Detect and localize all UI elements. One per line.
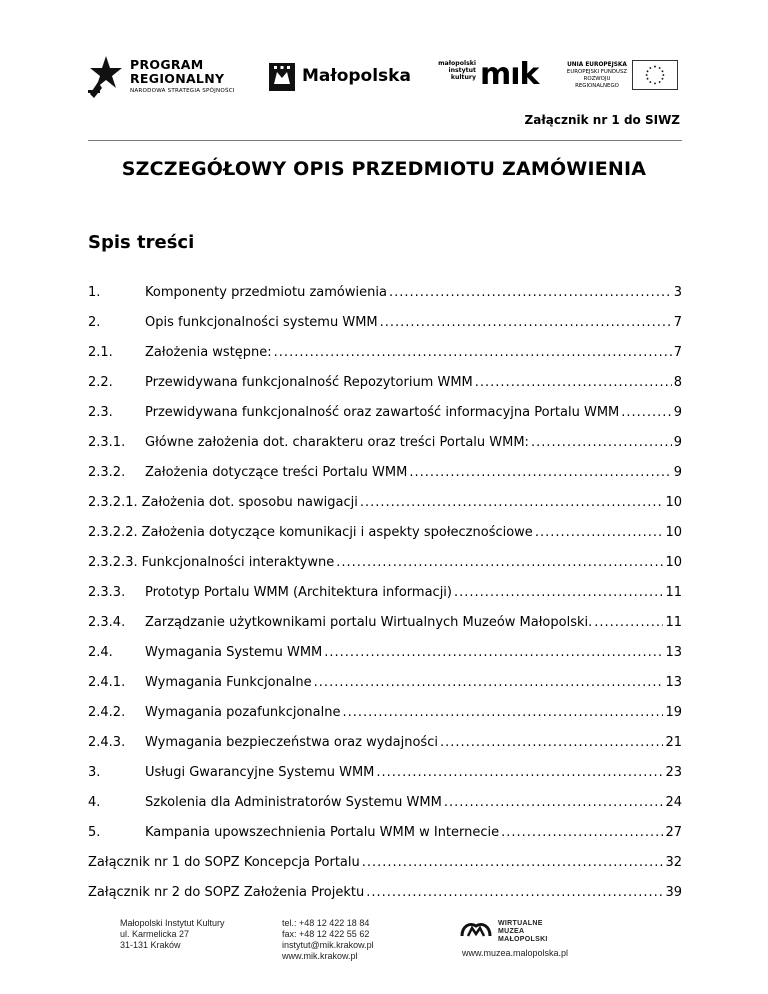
toc-entry[interactable] bbox=[88, 525, 682, 545]
program-star-icon bbox=[88, 54, 124, 100]
program-line2: REGIONALNY bbox=[130, 71, 225, 86]
toc-entry-label: Wymagania Systemu WMM bbox=[145, 645, 323, 660]
toc-entry-number: 2.4.3. bbox=[88, 735, 126, 750]
footer-wm bbox=[458, 918, 598, 958]
toc-entry-label: Prototyp Portalu WMM (Architektura informacji) bbox=[145, 585, 452, 600]
toc-entry[interactable] bbox=[88, 765, 682, 785]
toc-entry-page: 11 bbox=[665, 615, 682, 630]
toc-entry[interactable] bbox=[88, 675, 682, 695]
wm-line1: WIRTUALNE bbox=[498, 920, 543, 927]
toc-entry[interactable] bbox=[88, 555, 682, 575]
wm-logo-text bbox=[498, 920, 548, 944]
eu-logo bbox=[566, 58, 686, 98]
toc-entry-label: Założenia dotyczące treści Portalu WMM bbox=[145, 465, 408, 480]
toc-entry[interactable] bbox=[88, 855, 682, 875]
toc-entry-page: 13 bbox=[665, 645, 682, 660]
toc-leader-dots bbox=[376, 765, 663, 780]
footer bbox=[0, 918, 768, 978]
toc-entry-number: 1. bbox=[88, 285, 101, 300]
toc-entry-page: 9 bbox=[673, 405, 682, 420]
toc-entry-page: 21 bbox=[665, 735, 682, 750]
toc-entry[interactable] bbox=[88, 285, 682, 305]
mik-logo bbox=[434, 57, 539, 98]
toc-entry-number: 2.4.1. bbox=[88, 675, 126, 690]
toc-entry-number: 3. bbox=[88, 765, 101, 780]
mik-small-text bbox=[434, 60, 476, 82]
toc-leader-dots bbox=[389, 285, 672, 300]
toc-entry-label: Szkolenia dla Administratorów Systemu WMM bbox=[145, 795, 442, 810]
malopolska-name: Małopolska bbox=[302, 66, 411, 86]
toc-entry-label: Główne założenia dot. charakteru oraz treści Portalu WMM: bbox=[145, 435, 529, 450]
toc-entry[interactable] bbox=[88, 495, 682, 515]
toc-entry-label: Wymagania Funkcjonalne bbox=[145, 675, 312, 690]
toc-leader-dots bbox=[444, 795, 664, 810]
toc-entry[interactable] bbox=[88, 705, 682, 725]
toc-entry-label: Załącznik nr 2 do SOPZ Założenia Projektu bbox=[88, 885, 365, 900]
toc-entry[interactable] bbox=[88, 615, 682, 635]
toc-entry-label: Przewidywana funkcjonalność Repozytorium WMM bbox=[145, 375, 473, 390]
toc-entry-number: 2.3.4. bbox=[88, 615, 126, 630]
page-title: SZCZEGÓŁOWY OPIS PRZEDMIOTU ZAMÓWIENIA bbox=[121, 158, 647, 180]
toc-leader-dots bbox=[274, 345, 672, 360]
toc-leader-dots bbox=[380, 315, 672, 330]
toc-entry-number: 2.2. bbox=[88, 375, 113, 390]
footer-address-line: Małopolski Instytut Kultury bbox=[120, 918, 225, 928]
mik-line2: instytut bbox=[448, 67, 476, 75]
toc-entry[interactable] bbox=[88, 375, 682, 395]
toc-entry[interactable] bbox=[88, 795, 682, 815]
toc-entry-page: 32 bbox=[665, 855, 682, 870]
eu-flag-icon bbox=[632, 60, 678, 90]
toc-leader-dots bbox=[440, 735, 663, 750]
eu-text bbox=[566, 62, 628, 90]
toc-entry-page: 24 bbox=[665, 795, 682, 810]
toc-entry-page: 3 bbox=[673, 285, 682, 300]
toc-entry-page: 10 bbox=[665, 555, 682, 570]
toc-entry-page: 7 bbox=[673, 315, 682, 330]
toc-entry-page: 8 bbox=[673, 375, 682, 390]
toc-entry-label: Założenia dotyczące komunikacji i aspekty społecznościowe bbox=[141, 525, 533, 540]
toc-entry-number: 2.4. bbox=[88, 645, 113, 660]
wm-url[interactable]: www.muzea.malopolska.pl bbox=[462, 948, 569, 958]
footer-contact bbox=[282, 918, 374, 962]
footer-phone: tel.: +48 12 422 18 84 bbox=[282, 918, 370, 928]
toc-entry-number: 2.1. bbox=[88, 345, 113, 360]
mik-line1: małopolski bbox=[438, 60, 476, 67]
toc-entry-label: Założenia dot. sposobu nawigacji bbox=[141, 495, 358, 510]
toc-entry-number: 2.3.2. bbox=[88, 465, 126, 480]
toc-entry-label: Założenia wstępne: bbox=[145, 345, 272, 360]
toc-entry-number: 2.3. bbox=[88, 405, 113, 420]
toc-entry-page: 19 bbox=[665, 705, 682, 720]
toc-entry[interactable] bbox=[88, 735, 682, 755]
malopolska-shield-icon bbox=[268, 62, 296, 92]
toc-entry[interactable] bbox=[88, 435, 682, 455]
toc-entry-label: Funkcjonalności interaktywne bbox=[141, 555, 335, 570]
toc-entry-page: 9 bbox=[673, 435, 682, 450]
mik-line3: kultury bbox=[450, 74, 476, 82]
toc-entry[interactable] bbox=[88, 585, 682, 605]
toc-leader-dots bbox=[535, 525, 664, 540]
toc-leader-dots bbox=[501, 825, 663, 840]
toc-entry-number: 2.3.2.2. bbox=[88, 525, 138, 540]
toc-entry-page: 13 bbox=[665, 675, 682, 690]
malopolska-logo bbox=[268, 62, 411, 94]
eu-line2: EUROPEJSKI FUNDUSZ bbox=[566, 69, 628, 75]
toc-entry-page: 23 bbox=[665, 765, 682, 780]
wm-logo-icon bbox=[458, 918, 494, 942]
footer-website[interactable]: www.mik.krakow.pl bbox=[282, 951, 358, 961]
toc-entry-number: 5. bbox=[88, 825, 101, 840]
toc-leader-dots bbox=[475, 375, 672, 390]
footer-address-line: ul. Karmelicka 27 bbox=[120, 929, 190, 939]
toc-entry-label: Wymagania pozafunkcjonalne bbox=[145, 705, 341, 720]
program-line1: PROGRAM bbox=[130, 57, 204, 72]
footer-address bbox=[120, 918, 225, 951]
toc-entry-label: Wymagania bezpieczeństwa oraz wydajności bbox=[145, 735, 438, 750]
toc-entry-label: Kampania upowszechnienia Portalu WMM w Internecie bbox=[145, 825, 500, 840]
mik-big-text: mık bbox=[480, 57, 539, 92]
program-line3: NARODOWA STRATEGIA SPÓJNOŚCI bbox=[130, 88, 235, 94]
toc-entry-number: 2.3.2.3. bbox=[88, 555, 138, 570]
eu-line1: UNIA EUROPEJSKA bbox=[567, 62, 627, 68]
toc-entry-label: Opis funkcjonalności systemu WMM bbox=[145, 315, 378, 330]
toc-heading: Spis treści bbox=[88, 232, 195, 253]
toc-entry[interactable] bbox=[88, 405, 682, 425]
toc-entry-page: 27 bbox=[665, 825, 682, 840]
toc-entry-page: 10 bbox=[665, 525, 682, 540]
toc-entry[interactable] bbox=[88, 465, 682, 485]
toc-leader-dots bbox=[324, 645, 663, 660]
toc-entry-page: 7 bbox=[673, 345, 682, 360]
toc-leader-dots bbox=[366, 885, 663, 900]
toc-leader-dots bbox=[594, 615, 663, 630]
toc-entry[interactable] bbox=[88, 825, 682, 845]
toc-leader-dots bbox=[409, 465, 671, 480]
toc-entry[interactable] bbox=[88, 315, 682, 335]
eu-line3: ROZWOJU REGIONALNEGO bbox=[575, 76, 619, 89]
footer-email[interactable]: instytut@mik.krakow.pl bbox=[282, 940, 374, 950]
toc-leader-dots bbox=[362, 855, 664, 870]
toc-entry-number: 2.3.2.1. bbox=[88, 495, 138, 510]
wirtualne-muzea-logo bbox=[458, 918, 578, 948]
toc-leader-dots bbox=[342, 705, 663, 720]
footer-address-line: 31-131 Kraków bbox=[120, 940, 181, 950]
header-logos bbox=[88, 44, 688, 114]
toc-entry-page: 10 bbox=[665, 495, 682, 510]
toc-leader-dots bbox=[454, 585, 663, 600]
toc-entry-page: 11 bbox=[665, 585, 682, 600]
wm-line2: MUZEA bbox=[498, 928, 525, 935]
toc-entry-number: 2. bbox=[88, 315, 101, 330]
toc-entry-page: 39 bbox=[665, 885, 682, 900]
toc-entry-number: 2.3.1. bbox=[88, 435, 126, 450]
toc-leader-dots bbox=[621, 405, 671, 420]
header-divider bbox=[88, 140, 682, 141]
toc-entry-page: 9 bbox=[673, 465, 682, 480]
footer-fax: fax: +48 12 422 55 62 bbox=[282, 929, 370, 939]
toc-entry[interactable] bbox=[88, 645, 682, 665]
toc-entry-label: Załącznik nr 1 do SOPZ Koncepcja Portalu bbox=[88, 855, 360, 870]
annex-label: Załącznik nr 1 do SIWZ bbox=[524, 113, 680, 127]
program-regionalny-logo bbox=[88, 54, 248, 102]
toc-entry[interactable] bbox=[88, 345, 682, 365]
toc-leader-dots bbox=[531, 435, 672, 450]
toc-leader-dots bbox=[314, 675, 664, 690]
toc-entry-label: Komponenty przedmiotu zamówienia bbox=[145, 285, 387, 300]
toc-entry-label: Przewidywana funkcjonalność oraz zawartość informacyjna Portalu WMM bbox=[145, 405, 620, 420]
toc-leader-dots bbox=[336, 555, 663, 570]
toc-entry-number: 2.4.2. bbox=[88, 705, 126, 720]
toc-entry-label: Zarządzanie użytkownikami portalu Wirtualnych Muzeów Małopolski. bbox=[145, 615, 593, 630]
toc-leader-dots bbox=[360, 495, 664, 510]
wm-line3: MAŁOPOLSKI bbox=[498, 936, 548, 943]
toc-entry-number: 2.3.3. bbox=[88, 585, 126, 600]
toc-entry-number: 4. bbox=[88, 795, 101, 810]
toc-entry-label: Usługi Gwarancyjne Systemu WMM bbox=[145, 765, 375, 780]
toc-entry[interactable] bbox=[88, 885, 682, 905]
